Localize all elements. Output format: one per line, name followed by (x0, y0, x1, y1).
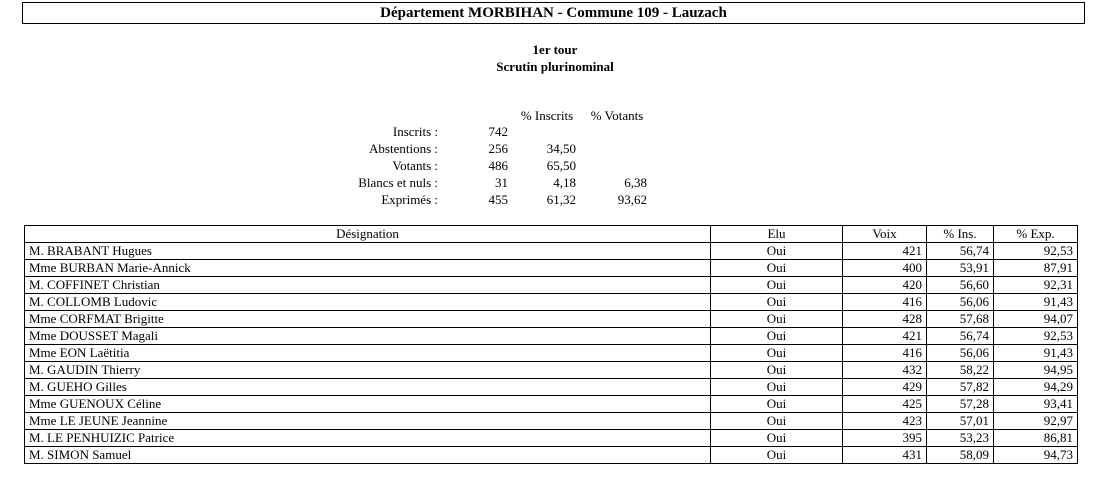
stat-label: Blancs et nuls : (358, 175, 438, 190)
stat-value: 31 (495, 175, 508, 190)
candidate-pct-exp: 94,95 (994, 362, 1078, 379)
table-row (25, 362, 1078, 379)
round-label: 1er tour (532, 42, 578, 57)
stat-label: Votants : (392, 158, 438, 173)
table-row (25, 413, 1078, 430)
candidate-pct-ins: 57,28 (927, 396, 994, 413)
candidate-elected: Oui (711, 345, 843, 362)
stat-pct-votants: 6,38 (624, 175, 647, 190)
candidate-pct-exp: 94,07 (994, 311, 1078, 328)
candidate-votes: 429 (843, 379, 927, 396)
candidate-name: Mme EON Laëtitia (25, 345, 711, 362)
candidate-pct-exp: 93,41 (994, 396, 1078, 413)
candidate-name: M. GAUDIN Thierry (25, 362, 711, 379)
candidate-pct-ins: 56,60 (927, 277, 994, 294)
col-header-elu: Elu (711, 226, 843, 243)
results-table (24, 225, 1078, 464)
candidate-name: M. BRABANT Hugues (25, 243, 711, 260)
stat-label: Exprimés : (381, 192, 438, 207)
candidate-elected: Oui (711, 447, 843, 464)
table-row (25, 396, 1078, 413)
candidate-name: M. LE PENHUIZIC Patrice (25, 430, 711, 447)
candidate-pct-ins: 53,23 (927, 430, 994, 447)
candidate-elected: Oui (711, 379, 843, 396)
table-row (25, 447, 1078, 464)
candidate-votes: 423 (843, 413, 927, 430)
col-header-designation: Désignation (25, 226, 711, 243)
candidate-pct-exp: 92,53 (994, 328, 1078, 345)
candidate-votes: 431 (843, 447, 927, 464)
table-row (25, 345, 1078, 362)
candidate-votes: 400 (843, 260, 927, 277)
candidate-pct-exp: 86,81 (994, 430, 1078, 447)
candidate-pct-exp: 91,43 (994, 294, 1078, 311)
candidate-elected: Oui (711, 260, 843, 277)
stat-label: Inscrits : (392, 124, 438, 139)
candidate-votes: 421 (843, 328, 927, 345)
candidate-pct-ins: 57,68 (927, 311, 994, 328)
stat-value: 455 (488, 192, 508, 207)
candidate-pct-ins: 57,82 (927, 379, 994, 396)
table-row (25, 243, 1078, 260)
candidate-name: M. COLLOMB Ludovic (25, 294, 711, 311)
stat-value: 486 (488, 158, 508, 173)
table-row (25, 294, 1078, 311)
candidate-votes: 416 (843, 345, 927, 362)
stat-label: Abstentions : (369, 141, 438, 156)
stat-pct-inscrits: 4,18 (553, 175, 576, 190)
candidate-elected: Oui (711, 396, 843, 413)
candidate-pct-ins: 58,22 (927, 362, 994, 379)
candidate-pct-exp: 92,97 (994, 413, 1078, 430)
candidate-elected: Oui (711, 362, 843, 379)
table-row (25, 277, 1078, 294)
candidate-pct-ins: 57,01 (927, 413, 994, 430)
candidate-votes: 425 (843, 396, 927, 413)
candidate-name: M. GUEHO Gilles (25, 379, 711, 396)
candidate-pct-ins: 56,74 (927, 328, 994, 345)
candidate-pct-exp: 94,29 (994, 379, 1078, 396)
col-header-pct-exp: % Exp. (994, 226, 1078, 243)
candidate-votes: 395 (843, 430, 927, 447)
scrutin-type-label: Scrutin plurinominal (496, 59, 614, 74)
candidate-name: Mme CORFMAT Brigitte (25, 311, 711, 328)
candidate-elected: Oui (711, 328, 843, 345)
candidate-elected: Oui (711, 413, 843, 430)
candidate-elected: Oui (711, 277, 843, 294)
candidate-votes: 428 (843, 311, 927, 328)
table-row (25, 379, 1078, 396)
stat-value: 256 (488, 141, 508, 156)
candidate-name: Mme DOUSSET Magali (25, 328, 711, 345)
candidate-name: Mme LE JEUNE Jeannine (25, 413, 711, 430)
col-header-voix: Voix (843, 226, 927, 243)
candidate-votes: 420 (843, 277, 927, 294)
candidate-name: Mme GUENOUX Céline (25, 396, 711, 413)
candidate-pct-exp: 87,91 (994, 260, 1078, 277)
candidate-name: Mme BURBAN Marie-Annick (25, 260, 711, 277)
candidate-pct-ins: 56,74 (927, 243, 994, 260)
candidate-votes: 432 (843, 362, 927, 379)
stat-pct-inscrits: 61,32 (546, 192, 576, 207)
page-title: Département MORBIHAN - Commune 109 - Lauzach (22, 2, 1085, 24)
candidate-name: M. COFFINET Christian (25, 277, 711, 294)
candidate-pct-ins: 56,06 (927, 294, 994, 311)
stat-value: 742 (488, 124, 508, 139)
table-row (25, 260, 1078, 277)
stat-pct-inscrits: 34,50 (546, 141, 576, 156)
col-header-pct-ins: % Ins. (927, 226, 994, 243)
table-row (25, 430, 1078, 447)
candidate-pct-exp: 94,73 (994, 447, 1078, 464)
candidate-pct-exp: 92,31 (994, 277, 1078, 294)
stat-pct-inscrits: 65,50 (546, 158, 576, 173)
stats-header-pct-inscrits: % Inscrits (520, 108, 574, 123)
table-row (25, 328, 1078, 345)
table-header-row (25, 226, 1078, 243)
candidate-pct-ins: 53,91 (927, 260, 994, 277)
candidate-elected: Oui (711, 430, 843, 447)
candidate-elected: Oui (711, 311, 843, 328)
stats-header-pct-votants: % Votants (590, 108, 644, 123)
candidate-pct-ins: 58,09 (927, 447, 994, 464)
candidate-elected: Oui (711, 243, 843, 260)
table-row (25, 311, 1078, 328)
candidate-pct-exp: 92,53 (994, 243, 1078, 260)
candidate-pct-ins: 56,06 (927, 345, 994, 362)
candidate-pct-exp: 91,43 (994, 345, 1078, 362)
candidate-votes: 421 (843, 243, 927, 260)
candidate-votes: 416 (843, 294, 927, 311)
stat-pct-votants: 93,62 (617, 192, 647, 207)
candidate-elected: Oui (711, 294, 843, 311)
candidate-name: M. SIMON Samuel (25, 447, 711, 464)
